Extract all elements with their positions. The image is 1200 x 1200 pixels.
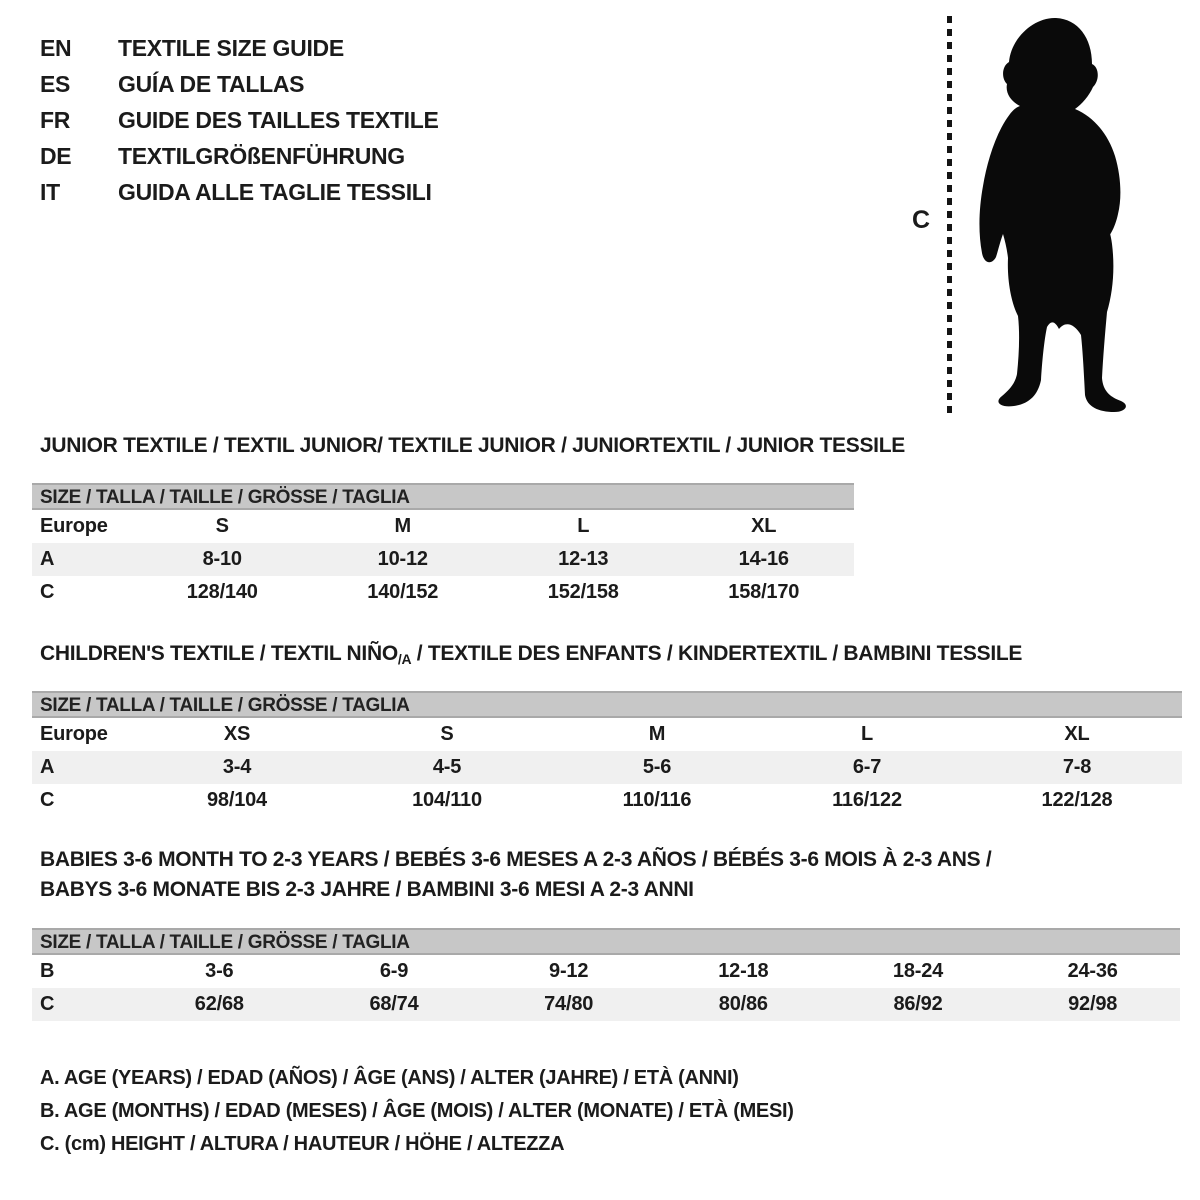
- junior-size-table: [32, 483, 854, 609]
- value-cell: 104/110: [412, 789, 482, 811]
- value-cell: M: [394, 515, 411, 537]
- value-cell: 10-12: [377, 548, 428, 570]
- language-code: IT: [40, 178, 60, 205]
- table-row: [32, 718, 1182, 751]
- babies-title-line2: BABYS 3-6 MONATE BIS 2-3 JAHRE / BAMBINI 3-6 MESI A 2-3 ANNI: [40, 878, 694, 901]
- language-label: TEXTILE SIZE GUIDE: [118, 34, 344, 61]
- children-size-header-bar: SIZE / TALLA / TAILLE / GRÖSSE / TAGLIA: [32, 691, 1182, 718]
- value-cell: XS: [223, 723, 251, 745]
- babies-table-body: [32, 955, 1180, 1021]
- value-cell: 152/158: [547, 581, 619, 603]
- value-cell: 92/98: [1068, 993, 1118, 1015]
- row-label-cell: B: [40, 960, 55, 982]
- value-cell: 5-6: [642, 756, 672, 778]
- children-section-title: [40, 642, 1022, 667]
- language-code: FR: [40, 106, 71, 133]
- value-cell: 8-10: [202, 548, 242, 570]
- value-cell: 86/92: [893, 993, 943, 1015]
- table-row: [32, 751, 1182, 784]
- value-cell: 68/74: [369, 993, 419, 1015]
- value-cell: M: [648, 723, 666, 745]
- language-row: [40, 174, 439, 210]
- language-row: [40, 138, 439, 174]
- value-cell: 9-12: [549, 960, 589, 982]
- row-label-cell: Europe: [40, 723, 108, 745]
- toddler-silhouette-icon: [966, 14, 1138, 416]
- children-title-post: / TEXTILE DES ENFANTS / KINDERTEXTIL / BAMBINI TESSILE: [411, 642, 1023, 665]
- value-cell: L: [577, 515, 590, 537]
- language-label: GUIDE DES TAILLES TEXTILE: [118, 106, 439, 133]
- value-cell: 6-7: [852, 756, 882, 778]
- value-cell: 140/152: [367, 581, 439, 603]
- value-cell: 80/86: [718, 993, 768, 1015]
- row-label-cell: A: [40, 548, 55, 570]
- legend-line-c: C. (cm) HEIGHT / ALTURA / HAUTEUR / HÖHE / ALTEZZA: [40, 1133, 565, 1155]
- language-label: GUÍA DE TALLAS: [118, 70, 305, 97]
- children-title-sub: /A: [397, 651, 412, 667]
- value-cell: 128/140: [186, 581, 258, 603]
- value-cell: 12-13: [558, 548, 609, 570]
- value-cell: 6-9: [379, 960, 409, 982]
- language-code: ES: [40, 70, 71, 97]
- language-list: [40, 30, 439, 210]
- children-table-body: [32, 718, 1182, 817]
- table-row: [32, 784, 1182, 817]
- junior-table-body: [32, 510, 854, 609]
- babies-section-title: [40, 845, 991, 905]
- value-cell: 116/122: [832, 789, 902, 811]
- babies-size-header-bar: SIZE / TALLA / TAILLE / GRÖSSE / TAGLIA: [32, 928, 1180, 955]
- value-cell: 110/116: [622, 789, 692, 811]
- language-code: DE: [40, 142, 72, 169]
- value-cell: 12-18: [718, 960, 769, 982]
- value-cell: S: [440, 723, 454, 745]
- table-row: [32, 576, 854, 609]
- value-cell: 74/80: [544, 993, 594, 1015]
- language-label: TEXTILGRÖßENFÜHRUNG: [118, 142, 405, 169]
- value-cell: 158/170: [728, 581, 800, 603]
- height-dashed-line: [947, 16, 952, 418]
- children-title-pre: CHILDREN'S TEXTILE / TEXTIL NIÑO: [40, 642, 398, 665]
- value-cell: S: [215, 515, 229, 537]
- language-code: EN: [40, 34, 72, 61]
- language-label: GUIDA ALLE TAGLIE TESSILI: [118, 178, 432, 205]
- table-row: [32, 543, 854, 576]
- value-cell: 98/104: [207, 789, 267, 811]
- value-cell: 3-6: [205, 960, 234, 982]
- junior-size-header-bar: SIZE / TALLA / TAILLE / GRÖSSE / TAGLIA: [32, 483, 854, 510]
- value-cell: 4-5: [432, 756, 462, 778]
- measure-label-c: C: [912, 206, 931, 234]
- language-row: [40, 102, 439, 138]
- value-cell: 24-36: [1067, 960, 1118, 982]
- value-cell: XL: [1064, 723, 1090, 745]
- legend-line-a: A. AGE (YEARS) / EDAD (AÑOS) / ÂGE (ANS) / ALTER (JAHRE) / ETÀ (ANNI): [40, 1067, 739, 1089]
- value-cell: 122/128: [1041, 789, 1113, 811]
- language-row: [40, 30, 439, 66]
- language-row: [40, 66, 439, 102]
- babies-size-table: [32, 928, 1180, 1021]
- value-cell: 7-8: [1062, 756, 1092, 778]
- row-label-cell: C: [40, 789, 55, 811]
- legend-block: [40, 1062, 794, 1161]
- junior-section-title: JUNIOR TEXTILE / TEXTIL JUNIOR/ TEXTILE JUNIOR / JUNIORTEXTIL / JUNIOR TESSILE: [40, 434, 905, 457]
- table-row: [32, 510, 854, 543]
- value-cell: 3-4: [222, 756, 252, 778]
- value-cell: 14-16: [738, 548, 789, 570]
- value-cell: XL: [751, 515, 777, 537]
- babies-title-line1: BABIES 3-6 MONTH TO 2-3 YEARS / BEBÉS 3-6 MESES A 2-3 AÑOS / BÉBÉS 3-6 MOIS À 2-3 ANS /: [40, 848, 992, 871]
- table-row: [32, 955, 1180, 988]
- row-label-cell: Europe: [40, 515, 108, 537]
- value-cell: L: [860, 723, 874, 745]
- value-cell: 62/68: [194, 993, 244, 1015]
- legend-line-b: B. AGE (MONTHS) / EDAD (MESES) / ÂGE (MOIS) / ALTER (MONATE) / ETÀ (MESI): [40, 1100, 794, 1122]
- children-size-table: [32, 691, 1182, 817]
- row-label-cell: C: [40, 581, 55, 603]
- value-cell: 18-24: [892, 960, 944, 982]
- table-row: [32, 988, 1180, 1021]
- row-label-cell: A: [40, 756, 55, 778]
- row-label-cell: C: [40, 993, 55, 1015]
